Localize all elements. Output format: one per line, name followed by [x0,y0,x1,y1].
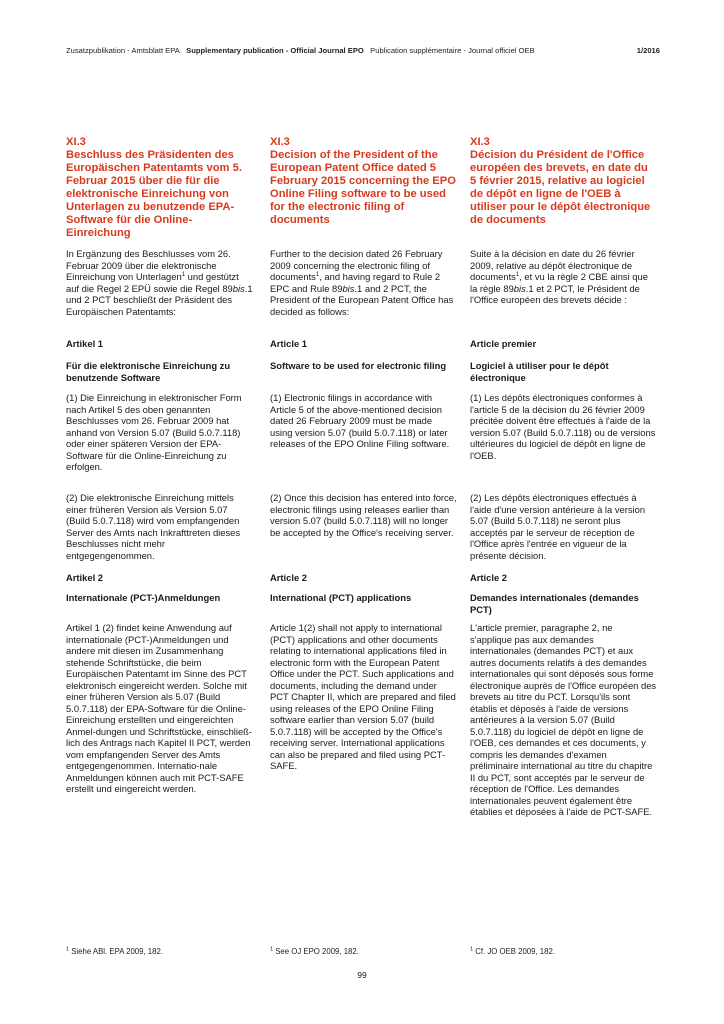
article-2-label: Artikel 2 [66,572,103,583]
header-en: Supplementary publication - Official Journal EPO [186,46,364,55]
intro-block [470,248,657,306]
decision-title: Decision of the President of the European Patent Office dated 5 February 2015 concerning the EPO Online Filing software to be used for the electronic filing of documents [270,149,456,226]
article-1-label: Article 1 [270,338,307,349]
article-1-label: Artikel 1 [66,338,103,349]
article-2-paragraph: Article 1(2) shall not apply to international (PCT) applications and other documents relating to international applications filed in electronic form with the European Patent Office under the PCT. Such applications and documents, including the demand under PCT Chapter II, which are prepared and filed using releases of the EPO Online Filing software earlier than version 5.07 (build 5.0.7.118) will be accepted by the Office's receiving server. International applications can also be prepared and filed using PCT-SAFE. [270,622,456,771]
issue-number: 1/2016 [636,46,660,55]
section-number: XI.3 [270,136,290,148]
section-number: XI.3 [66,136,86,148]
intro-block [270,248,457,317]
intro-block [66,248,253,317]
footnote-english: $^1$ See OJ EPO 2009, 182. [270,946,359,956]
article-1-paragraph-1: (1) Electronic filings in accordance with Article 5 of the above-mentioned decision dated 26 February 2009 must be made using version 5.07 (build 5.0.7.118) or later releases of the EPO Online Filing software. [270,392,450,449]
article-1-heading: Für die elektronische Einreichung zu benutzende Software [66,360,231,383]
intro-paragraph: In Ergänzung des Beschlusses vom 26. Februar 2009 über die elektronische Einreichung von Unterlagen$^1$ und gestützt auf die Regel 2 EPÜ sowie die Regel 89bis.1 und 2 PCT beschließt der Präsident des Europäischen Patentamts: [66,248,253,317]
article-2-label: Article 2 [270,572,307,583]
decision-title: Décision du Président de l'Office européen des brevets, en date du 5 février 2015, relative au logiciel de dépôt en ligne de l'OEB à utiliser pour le dépôt électronique de documents [470,149,651,226]
decision-title: Beschluss des Präsidenten des Europäischen Patentamts vom 5. Februar 2015 über die für die elektronische Einreichung von Unterlagen zu benutzende EPA-Software für die Online-Einreichung [66,149,242,239]
article-2-paragraph: Artikel 1 (2) findet keine Anwendung auf internationale (PCT-)Anmeldungen und andere mit diesen im Zusammenhang stehende Schriftstücke, die beim Europäischen Patentamt im Sinne des PCT elektronisch eingereicht werden. Solche mit einer früheren Version als 5.07 (Build 5.0.7.118) der EPA-Software für die Online-Einreichung erstellten und eingereichten Anmel-dungen und Schriftstücke, einschließ-lich des Antrags nach Kapitel II PCT, werden vom empfangenden Server des Amts entgegengenommen. Internatio-nale Anmeldungen können auch mit PCT-SAFE erstellt und eingereicht werden. [66,622,253,794]
column-english [270,136,457,771]
page-number: 99 [357,970,367,980]
article-2-heading: International (PCT) applications [270,592,412,603]
article-1-label: Article premier [470,338,537,349]
article-1-paragraph-2: (2) Les dépôts électroniques effectués à l'aide d'une version antérieure à la version 5.07 (Build 5.0.7.118) ne seront plus acceptés par le serveur de réception de l'Office après l'entrée en vigueur de la présente décision. [470,492,646,561]
running-header [66,46,660,55]
article-2-heading: Demandes internationales (demandes PCT) [470,592,639,615]
article-2-heading: Internationale (PCT-)Anmeldungen [66,592,221,603]
intro-paragraph: Suite à la décision en date du 26 février 2009, relative au dépôt électronique de documents$^1$, et vu la règle 2 CBE ainsi que la règle 89bis.1 et 2 PCT, le Président de l'Office européen des brevets décide : [470,248,648,305]
article-1-paragraph-2: (2) Die elektronische Einreichung mittels einer früheren Version als Version 5.07 (Build 5.0.7.118) wird vom empfangenden Server des Amts nach Inkrafttreten dieses Beschlusses nicht mehr entgegengenommen. [66,492,241,561]
article-2-label: Article 2 [470,572,507,583]
footnote-german: $^1$ Siehe ABl. EPA 2009, 182. [66,946,163,956]
article-2-paragraph: L'article premier, paragraphe 2, ne s'applique pas aux demandes internationales (demandes PCT) et aux autres documents relatifs à des demandes internationales qui sont déposés sous forme électronique auprès de l'Office européen des brevets au titre du PCT. Lorsqu'ils sont établis et déposés à l'aide de versions antérieures à la version 5.07 (Build 5.0.7.118) du logiciel de dépôt en ligne de l'OEB, ces demandes et ces documents, y compris les demandes d'examen préliminaire international au titre du chapitre II du PCT, sont acceptés par le serveur de réception de l'Office. Les demandes internationales peuvent également être établies et déposées à l'aide de PCT-SAFE. [470,622,657,817]
article-1-heading: Logiciel à utiliser pour le dépôt électronique [470,360,609,383]
column-german [66,136,253,794]
article-1-paragraph-1: (1) Die Einreichung in elektronischer Form nach Artikel 5 des oben genannten Beschlusses vom 26. Februar 2009 hat anhand von Version 5.07 (Build 5.0.7.118) oder einer späteren Version der EPA-Software für die Online-Einreichung zu erfolgen. [66,392,242,472]
section-number: XI.3 [470,136,490,148]
intro-paragraph: Further to the decision dated 26 February 2009 concerning the electronic filing of documents$^1$, and having regard to Rule 2 EPC and Rule 89bis.1 and 2 PCT, the President of the European Patent Office has decided as follows: [270,248,454,317]
article-1-heading: Software to be used for electronic filing [270,360,447,371]
header-de: Zusatzpublikation - Amtsblatt EPA [66,46,180,55]
header-fr: Publication supplémentaire - Journal officiel OEB [370,46,535,55]
column-french [470,136,657,817]
article-1-paragraph-1: (1) Les dépôts électroniques conformes à l'article 5 de la décision du 26 février 2009 précitée doivent être effectués à l'aide de la version 5.07 (Build 5.0.7.118) ou de versions ultérieures du logiciel de dépôt en ligne de l'OEB. [470,392,656,461]
article-1-paragraph-2: (2) Once this decision has entered into force, electronic filings using releases earlier than version 5.07 (build 5.0.7.118) will no longer be accepted by the Office's receiving server. [270,492,457,538]
footnote-french: $^1$ Cf. JO OEB 2009, 182. [470,946,555,956]
